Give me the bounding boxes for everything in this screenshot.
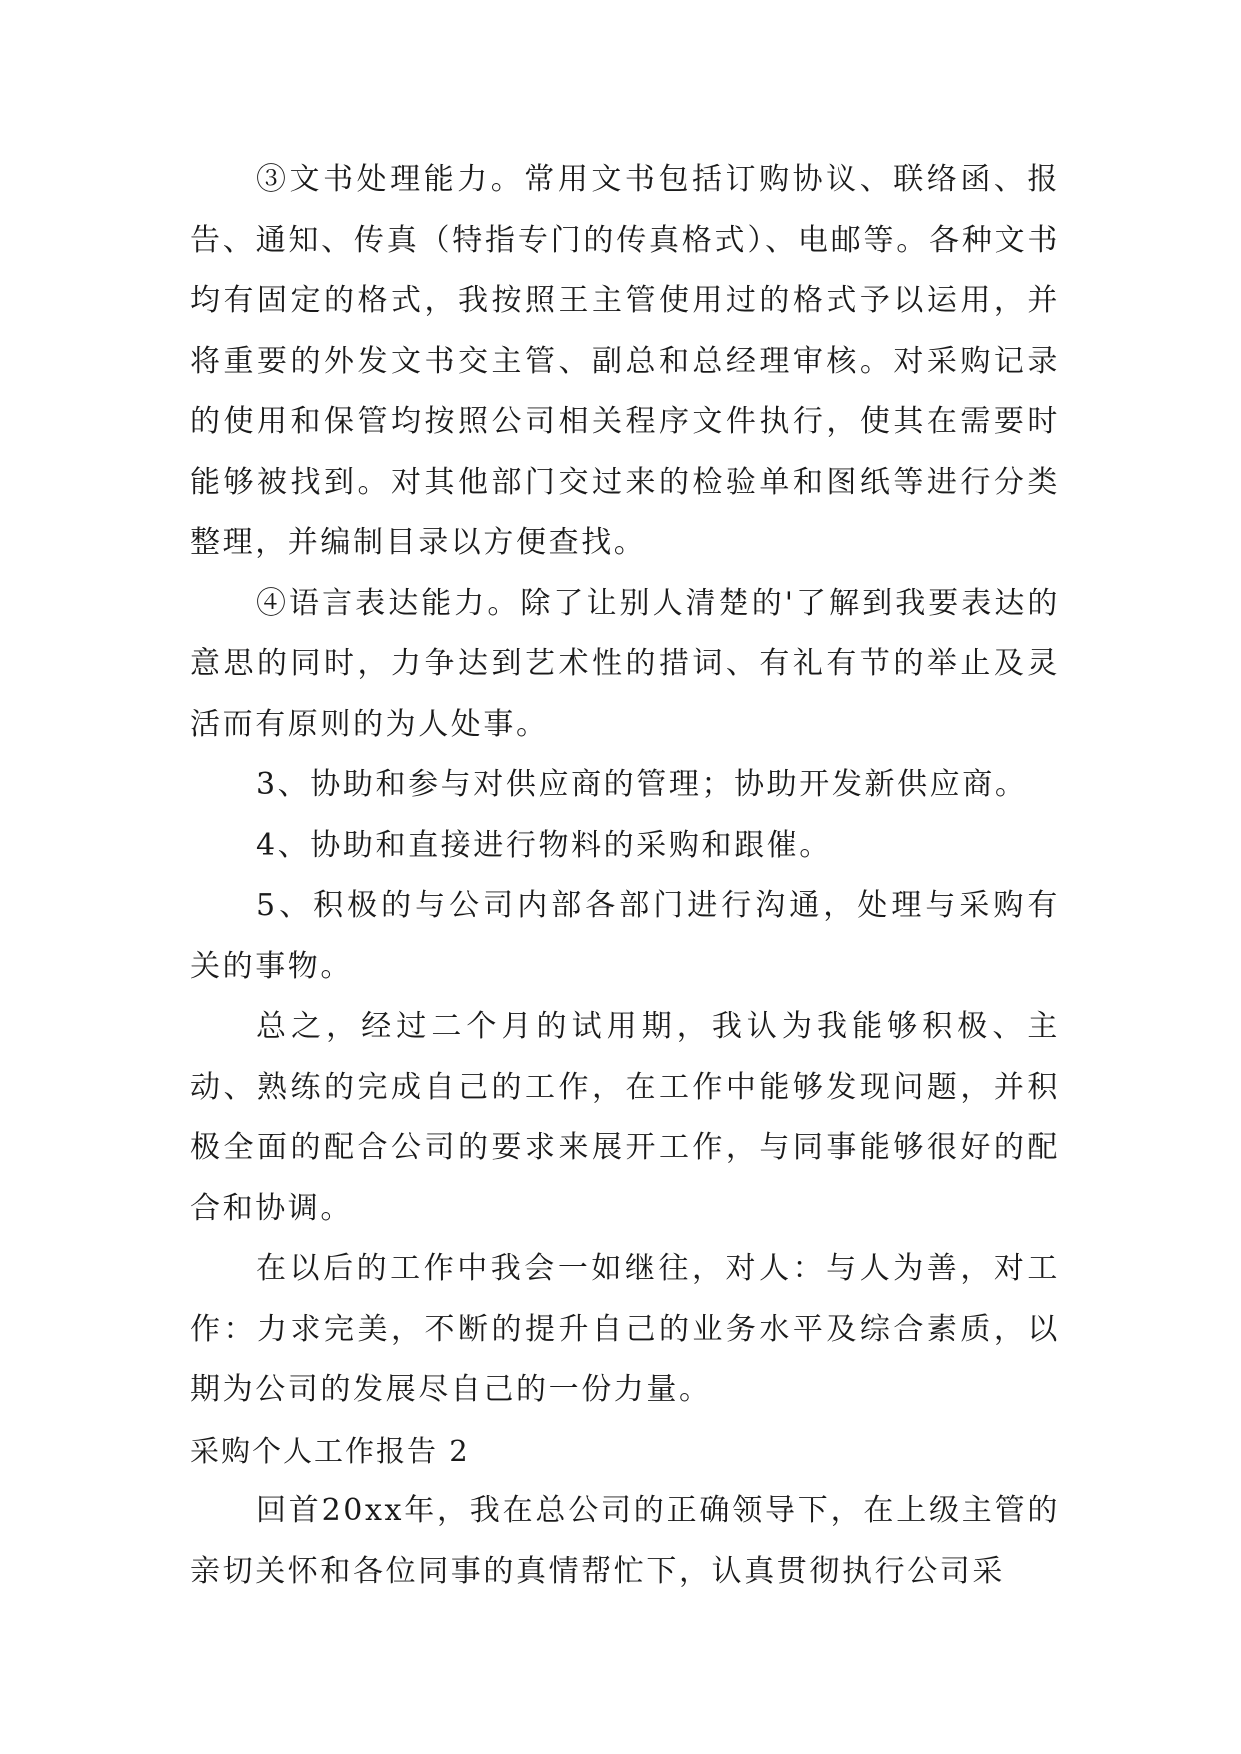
paragraph-material-purchasing: 4、协助和直接进行物料的采购和跟催。: [256, 827, 832, 863]
document-page: [190, 150, 1060, 1602]
paragraph-future-work: 在以后的工作中我会一如继往，对人：与人为善，对工作：力求完美，不断的提升自己的业务水平及综合素质，以期为公司的发展尽自己的一份力量。: [190, 1251, 1060, 1407]
paragraph-summary: 总之，经过二个月的试用期，我认为我能够积极、主动、熟练的完成自己的工作，在工作中能够发现问题，并积极全面的配合公司的要求来展开工作，与同事能够很好的配合和协调。: [190, 1009, 1060, 1226]
paragraph-language-expression: ④语言表达能力。除了让别人清楚的'了解到我要表达的意思的同时，力争达到艺术性的措词、有礼有节的举止及灵活而有原则的为人处事。: [190, 585, 1060, 742]
paragraph-document-handling: ③文书处理能力。常用文书包括订购协议、联络函、报告、通知、传真（特指专门的传真格式）、电邮等。各种文书均有固定的格式，我按照王主管使用过的格式予以运用，并将重要的外发文书交主管、副总和总经理审核。对采购记录的使用和保管均按照公司相关程序文件执行，使其在需要时能够被找到。对其他部门交过来的检验单和图纸等进行分类整理，并编制目录以方便查找。: [190, 162, 1060, 560]
section-heading: 采购个人工作报告 2: [190, 1433, 470, 1468]
paragraph-communication: 5、积极的与公司内部各部门进行沟通，处理与采购有关的事物。: [190, 888, 1060, 984]
paragraph-supplier-management: 3、协助和参与对供应商的管理；协助开发新供应商。: [256, 767, 1028, 802]
paragraph-review-intro: 回首20xx年，我在总公司的正确领导下，在上级主管的亲切关怀和各位同事的真情帮忙下，认真贯彻执行公司采: [190, 1493, 1060, 1589]
